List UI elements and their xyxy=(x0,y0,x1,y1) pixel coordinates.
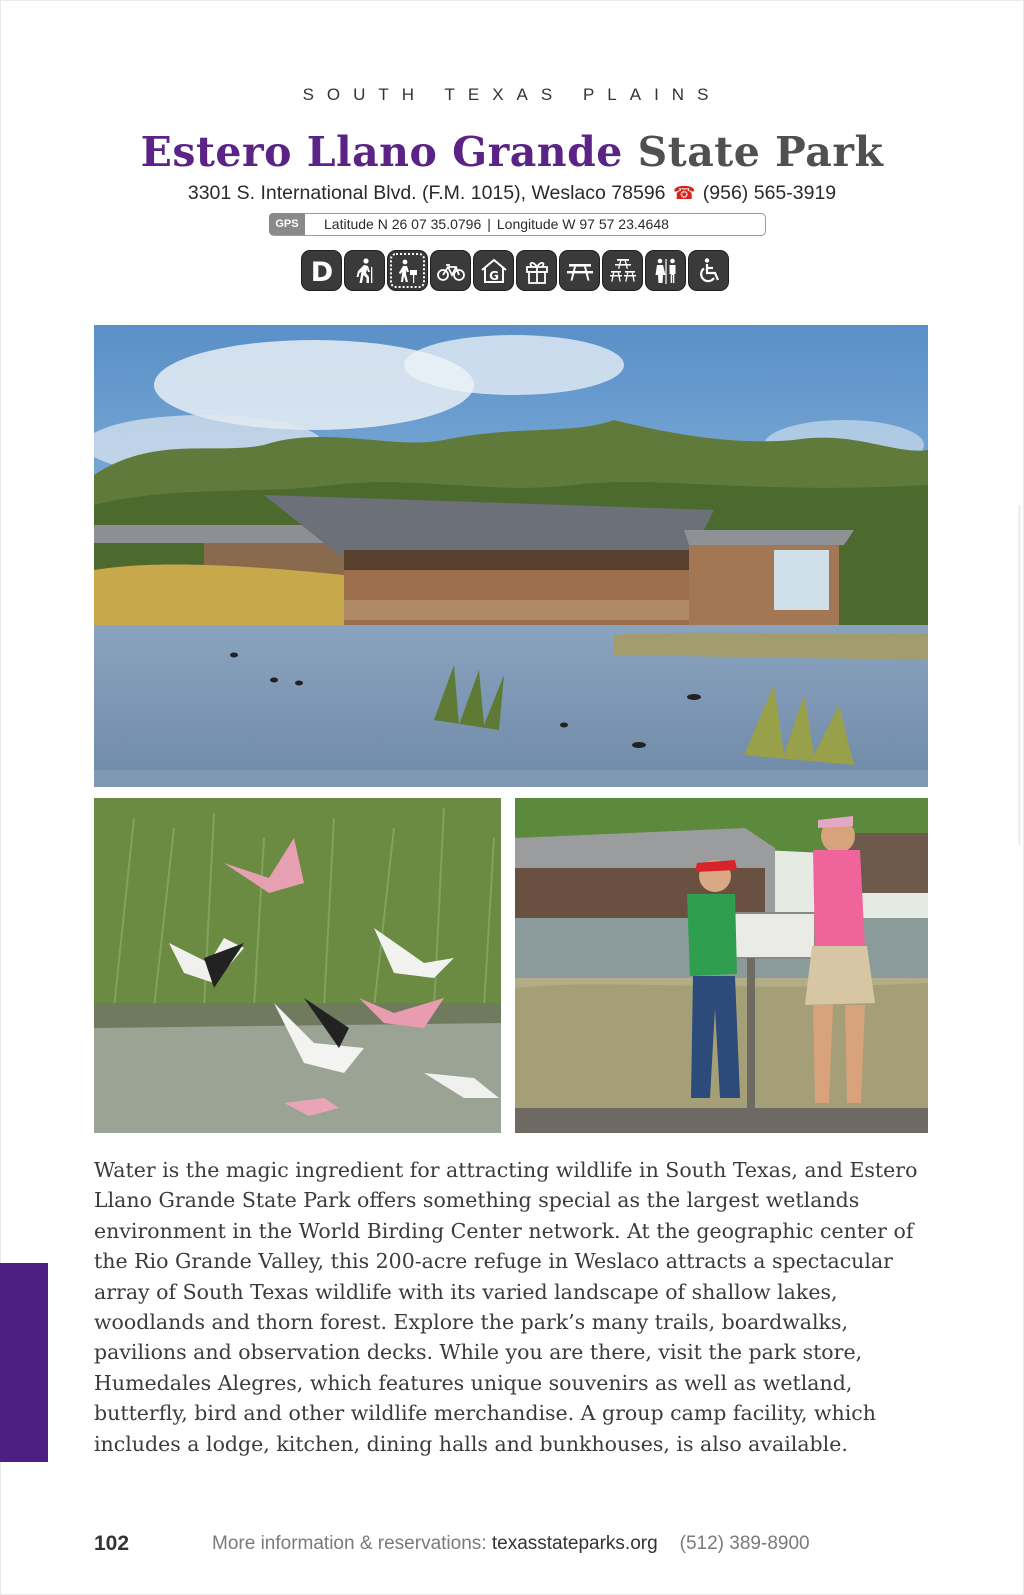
longitude: Longitude W 97 57 23.4648 xyxy=(496,216,669,232)
accessible-icon xyxy=(688,250,729,291)
footer-phone: (512) 389-8900 xyxy=(679,1533,810,1554)
biking-icon xyxy=(430,250,471,291)
svg-text:G: G xyxy=(488,268,499,283)
title-park-name: Estero Llano Grande xyxy=(140,128,623,176)
main-photo xyxy=(94,325,928,787)
phone-icon: ☎ xyxy=(672,183,696,203)
group-picnic-icon xyxy=(602,250,643,291)
title-suffix: State Park xyxy=(637,128,884,176)
page-number: 102 xyxy=(94,1532,130,1555)
svg-text:D: D xyxy=(310,256,333,286)
hiking-icon xyxy=(344,250,385,291)
restrooms-icon xyxy=(645,250,686,291)
visitors-photo xyxy=(515,798,928,1133)
address-line xyxy=(0,182,1024,205)
region-color-tab xyxy=(0,1263,48,1462)
amenity-icons xyxy=(301,250,729,293)
page-edge-shadow xyxy=(1018,505,1021,845)
footer-url[interactable]: texasstateparks.org xyxy=(491,1533,658,1554)
footer-label: More information & reservations: xyxy=(212,1533,487,1554)
gps-separator: | xyxy=(487,216,491,232)
footer-info xyxy=(212,1533,810,1555)
group-facility-icon xyxy=(473,250,514,291)
page-title xyxy=(0,128,1024,176)
gps-coordinates xyxy=(324,216,669,232)
day-use-icon xyxy=(301,250,342,291)
address-text: 3301 S. International Blvd. (F.M. 1015), Weslaco 78596 xyxy=(187,182,666,204)
latitude: Latitude N 26 07 35.0796 xyxy=(324,216,482,232)
interpretive-trail-icon xyxy=(387,250,428,291)
park-store-icon xyxy=(516,250,557,291)
birds-photo xyxy=(94,798,501,1133)
gps-badge: GPS xyxy=(269,213,305,235)
park-description: Water is the magic ingredient for attracting wildlife in South Texas, and Estero Llano Grande State Park offers something special as the largest wetlands environment in the World Birding Center network. At the geographic center of the Rio Grande Valley, this 200-acre refuge in Weslaco attracts a spectacular array of South Texas wildlife with its varied landscape of shallow lakes, woodlands and thorn forest. Explore the park’s many trails, boardwalks, pavilions and observation decks. While you are there, visit the park store, Humedales Alegres, which features unique souvenirs as well as wetland, butterfly, bird and other wildlife merchandise. A group camp facility, which includes a lodge, kitchen, dining halls and bunkhouses, is also available. xyxy=(94,1158,918,1456)
region-heading: SOUTH TEXAS PLAINS xyxy=(302,85,722,104)
gps-box xyxy=(269,213,766,236)
picnic-icon xyxy=(559,250,600,291)
park-phone: (956) 565-3919 xyxy=(702,182,837,204)
